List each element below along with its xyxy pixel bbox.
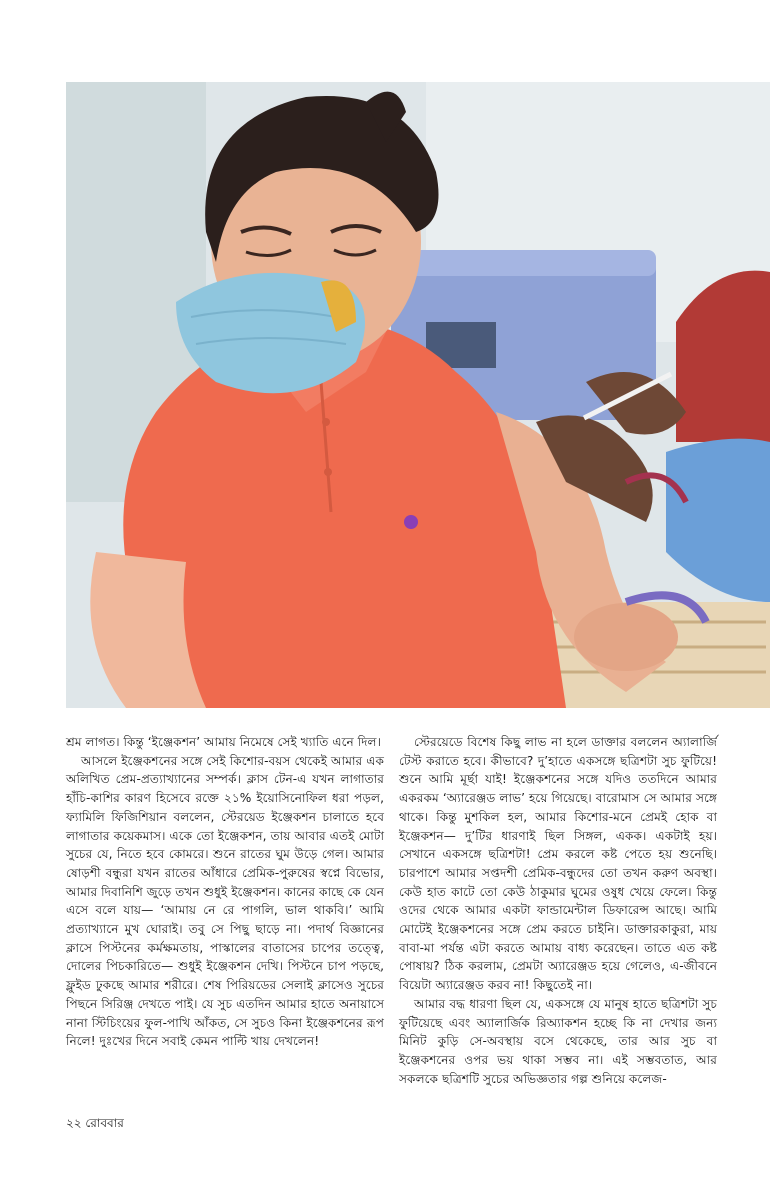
paragraph: শ্রম লাগত। কিন্তু ‘ইঞ্জেকশন’ আমায় নিমেষে সেই খ্যাতি এনে দিল। <box>66 735 381 749</box>
article-photo <box>66 82 770 708</box>
paragraph: আসলে ইঞ্জেকশনের সঙ্গে সেই কিশোর-বয়স থেকেই আমার এক অলিখিত প্রেম-প্রত্যাখ্যানের সম্পর্ক। ক্লাস টেন-এ যখন লাগাতার হাঁচি-কাশির কারণ হিসেবে রক্তে ২১% ইয়োসিনোফিল ধরা পড়ল, ফ্যামিলি ফিজিশিয়ান বললেন, স্টেরয়েড ইঞ্জেকশন চালাতে হবে লাগাতার কয়েকমাস। একে তো ইঞ্জেকশন, তায় আবার এতই মোটা সুচের যে, নিতে হবে কোমরে। শুনে রাতের ঘুম উড়ে গেল। আমার ষোড়শী বন্ধুরা যখন রাতের আঁধারে প্রেমিক-পুরুষের স্বপ্নে বিভোর, আমার দিবানিশি জুড়ে তখন শুধুই ইঞ্জেকশন। কানের কাছে কে যেন এসে বলে যায়— ‘আমায় নে রে পাগলি, ভাল থাকবি।’ আমি প্রত্যাখ্যানে মুখ ঘোরাই। তবু সে পিছু ছাড়ে না। পদার্থ বিজ্ঞানের ক্লাসে পিস্টনের কর্মক্ষমতায়, পাস্কালের বাতাসের চাপের তত্ত্বে, দোলের পিচকারিতে— শুধুই ইঞ্জেকশন দেখি। পিস্টনে চাপ পড়ছে, ফ্লুইড ঢুকছে আমার শরীরে। শেষ পিরিয়ডের সেলাই ক্লাসেও সুচের পিছনে সিরিঞ্জ দেখতে পাই। যে সুচ এতদিন আমার হাতে অনায়াসে নানা স্টিচিংয়ের ফুল-পাখি আঁকত, সে সুচও কিনা ইঞ্জেকশনের রূপ নিলে! দুঃখের দিনে সবাই কেমন পাল্টি খায় দেখলেন! <box>66 753 384 1049</box>
article-column-left <box>66 733 384 1051</box>
paragraph: স্টেরয়েডে বিশেষ কিছু লাভ না হলে ডাক্তার বললেন অ্যালার্জি টেস্ট করাতে হবে। কীভাবে? দু’হাতে একসঙ্গে ছত্রিশটা সুচ ফুটিয়ে! শুনে আমি মূর্ছা যাই! ইঞ্জেকশনের সঙ্গে যদিও ততদিনে আমার একরকম ‘অ্যারেঞ্জড লাভ’ হয়ে গিয়েছে। বারোমাস সে আমার সঙ্গে থাকে। কিন্তু মুশকিল হল, আমার কিশোর-মনে প্রেমই হোক বা ইঞ্জেকশন— দু’টির ধারণাই ছিল সিঙ্গল, একক। একটাই হয়। সেখানে একসঙ্গে ছত্রিশটা! প্রেম করলে কষ্ট পেতে হয় শুনেছি। চারপাশে আমার সপ্তদশী প্রেমিক-বন্ধুদের তো তখন করুণ অবস্থা। কেউ হাত কাটে তো কেউ ঠাকুমার ঘুমের ওষুধ খেয়ে ফেলে। কিন্তু ওদের থেকে আমার একটা ফান্ডামেন্টাল ডিফারেন্স আছে। আমি মোটেই ইঞ্জেকশনের সঙ্গে প্রেম করতে চাইনি। ডাক্তারকাকুরা, মায় বাবা-মা পর্যন্ত এটা করতে আমায় বাধ্য করেছেন। তাতে এত কষ্ট পোষায়? ঠিক করলাম, প্রেমটা অ্যারেঞ্জড হয়ে গেলেও, এ-জীবনে বিয়েটা অ্যারেঞ্জড করব না! কিছুতেই না। <box>399 735 717 993</box>
article-column-right <box>399 733 717 1088</box>
paragraph: আমার বদ্ধ ধারণা ছিল যে, একসঙ্গে যে মানুষ হাতে ছত্রিশটা সুচ ফুটিয়েছে এবং অ্যালার্জিক রিঅ্যাকশন হচ্ছে কি না দেখার জন্য মিনিট কুড়ি সে-অবস্থায় বসে থেকেছে, তার আর সুচ বা ইঞ্জেকশনের ওপর ভয় থাকা সম্ভব না। এই সম্ভবতাত, আর সকলকে ছত্রিশটি সুচের অভিজ্ঞতার গল্প শুনিয়ে কলেজ- <box>399 996 717 1086</box>
vaccination-photo-illustration <box>66 82 770 708</box>
page-folio: ২২ রোববার <box>66 1116 124 1130</box>
